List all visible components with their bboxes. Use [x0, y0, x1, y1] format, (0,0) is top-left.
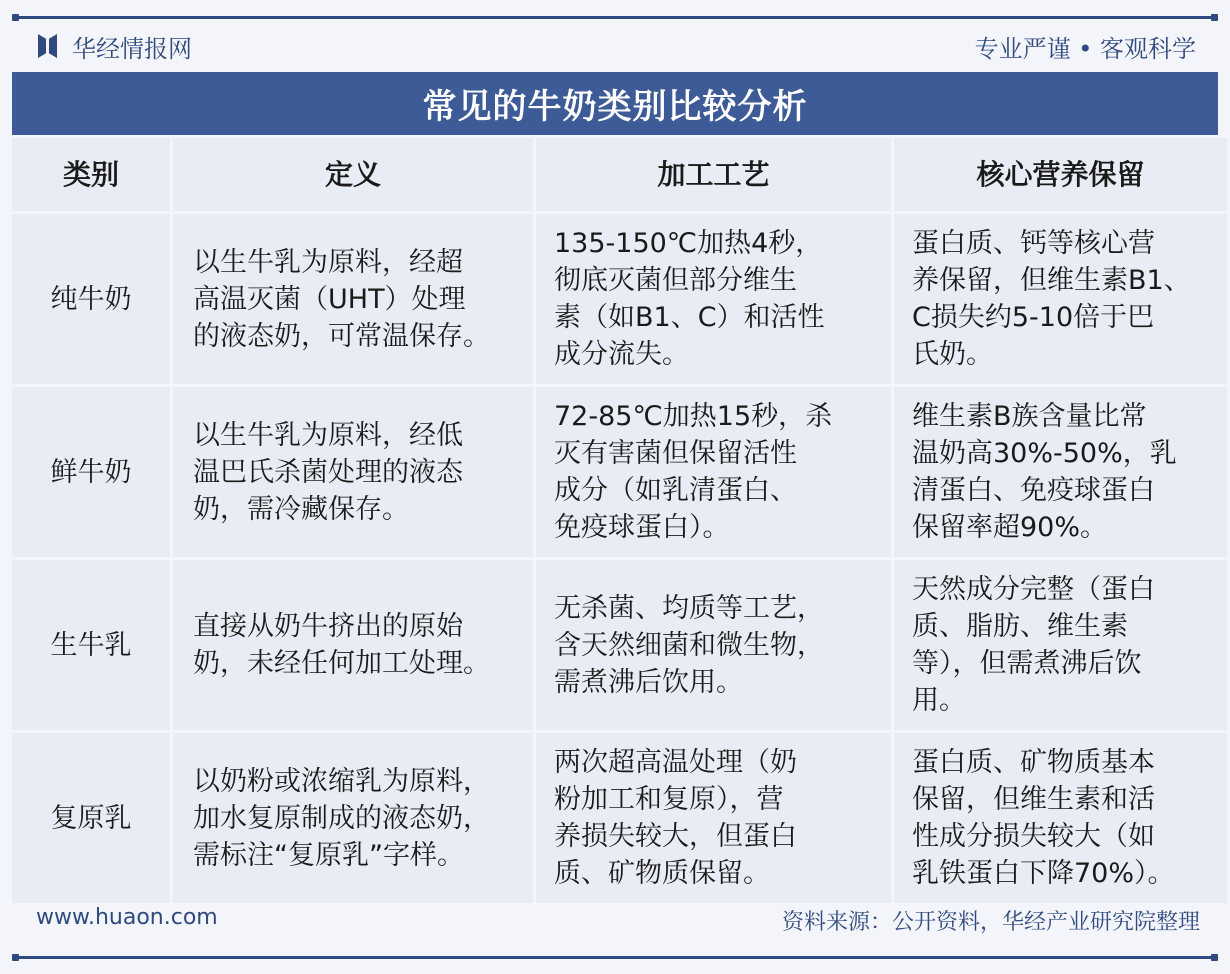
brand-name: 华经情报网	[72, 34, 192, 63]
table-row	[12, 214, 1227, 384]
page-title: 常见的牛奶类别比较分析	[12, 72, 1218, 135]
header-bar	[38, 26, 1196, 66]
comparison-table	[9, 135, 1230, 906]
process-cell: 无杀菌、均质等工艺， 含天然细菌和微生物， 需煮沸后饮用。	[536, 560, 891, 730]
website-link[interactable]: www.huaon.com	[36, 905, 218, 930]
top-rule	[12, 16, 1218, 19]
column-header: 类别	[12, 138, 170, 211]
column-header: 核心营养保留	[894, 138, 1227, 211]
definition-cell: 直接从奶牛挤出的原始 奶，未经任何加工处理。	[173, 560, 533, 730]
table-row	[12, 387, 1227, 557]
process-cell: 72-85℃加热15秒，杀 灭有害菌但保留活性 成分（如乳清蛋白、 免疫球蛋白）。	[536, 387, 891, 557]
column-header: 加工工艺	[536, 138, 891, 211]
nutrition-cell: 蛋白质、矿物质基本 保留，但维生素和活 性成分损失较大（如 乳铁蛋白下降70%）。	[894, 733, 1227, 903]
footer	[36, 905, 1200, 936]
category-cell: 纯牛奶	[12, 214, 170, 384]
table-row	[12, 560, 1227, 730]
table-row	[12, 733, 1227, 903]
nutrition-cell: 天然成分完整（蛋白 质、脂肪、维生素 等），但需煮沸后饮 用。	[894, 560, 1227, 730]
definition-cell: 以奶粉或浓缩乳为原料， 加水复原制成的液态奶， 需标注“复原乳”字样。	[173, 733, 533, 903]
category-cell: 复原乳	[12, 733, 170, 903]
table-header-row	[12, 138, 1227, 211]
process-cell: 两次超高温处理（奶 粉加工和复原），营 养损失较大，但蛋白 质、矿物质保留。	[536, 733, 891, 903]
category-cell: 鲜牛奶	[12, 387, 170, 557]
slogan: 专业严谨 • 客观科学	[974, 34, 1196, 63]
nutrition-cell: 蛋白质、钙等核心营 养保留，但维生素B1、 C损失约5-10倍于巴 氏奶。	[894, 214, 1227, 384]
definition-cell: 以生牛乳为原料，经超 高温灭菌（UHT）处理 的液态奶，可常温保存。	[173, 214, 533, 384]
nutrition-cell: 维生素B族含量比常 温奶高30%-50%，乳 清蛋白、免疫球蛋白 保留率超90%。	[894, 387, 1227, 557]
category-cell: 生牛乳	[12, 560, 170, 730]
definition-cell: 以生牛乳为原料，经低 温巴氏杀菌处理的液态 奶，需冷藏保存。	[173, 387, 533, 557]
process-cell: 135-150℃加热4秒， 彻底灭菌但部分维生 素（如B1、C）和活性 成分流失。	[536, 214, 891, 384]
logo-icon	[38, 34, 60, 58]
brand	[38, 29, 192, 64]
source-note: 资料来源：公开资料，华经产业研究院整理	[781, 910, 1200, 935]
column-header: 定义	[173, 138, 533, 211]
bottom-rule	[12, 956, 1218, 959]
